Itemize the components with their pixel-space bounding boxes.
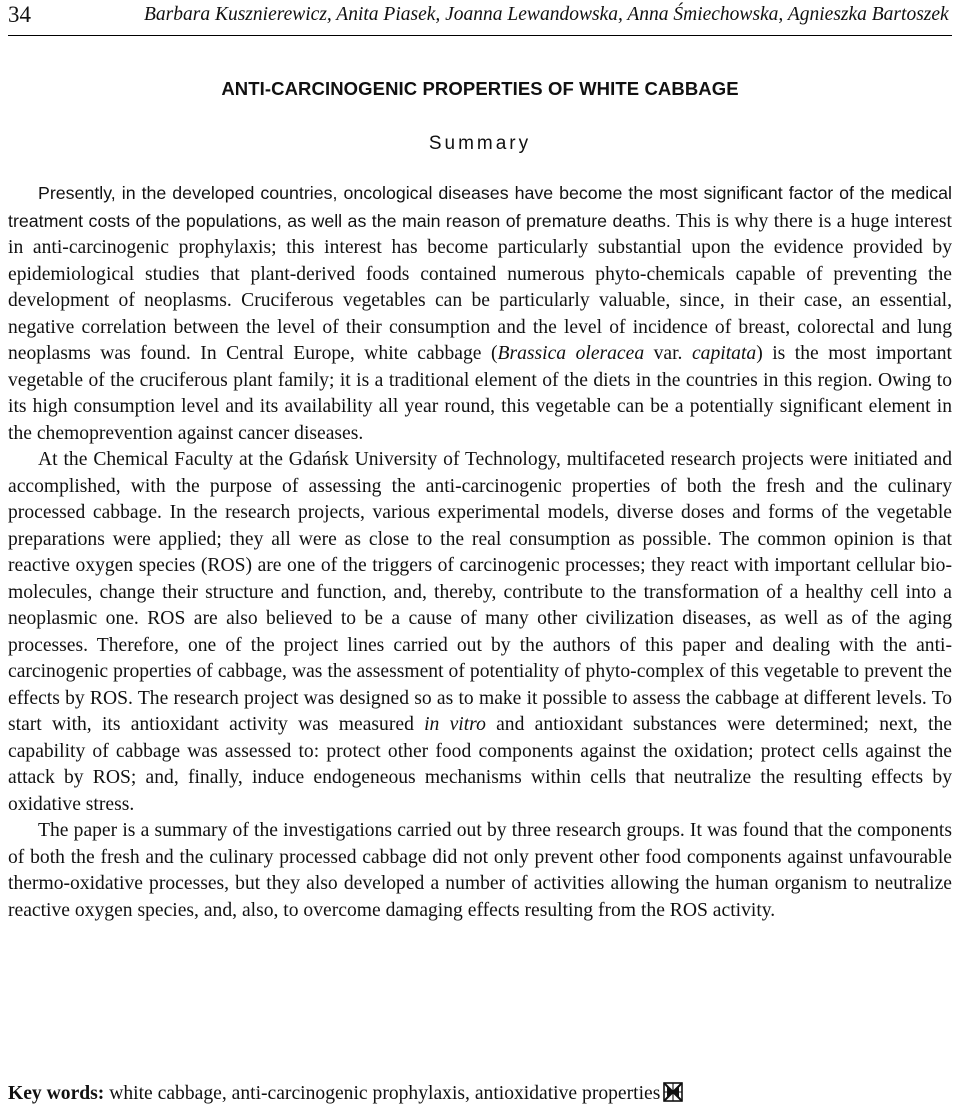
summary-heading: Summary bbox=[428, 133, 532, 154]
keywords-line bbox=[8, 1082, 683, 1105]
paragraph-1-part-d: var. bbox=[644, 343, 692, 364]
running-header bbox=[8, 0, 952, 36]
summary-paragraph-3: The paper is a summary of the investigations carried out by three research groups. It was found that the components of both the fresh and the culinary processed cabbage did not only prevent other food components against unfavourable thermo-oxidative processes, but they also developed a number of activities allowing the human organism to neutralize reactive oxygen species, and, also, to overcome damaging effects resulting from the ROS activity. bbox=[8, 820, 952, 921]
keywords-label: Key words: bbox=[8, 1083, 105, 1104]
paragraph-1-part-b: This is why there is a huge interest in anti-carcinogenic prophylaxis; this interest has become particularly substantial upon the evidence provided by epidemiological studies that plant-derived foods contained numerous phyto-chemicals capable of preventing the development of neoplasms. bbox=[8, 210, 952, 311]
summary-paragraph-1 bbox=[8, 180, 952, 447]
species-name: Brassica oleracea bbox=[497, 343, 645, 364]
article-title: ANTI-CARCINOGENIC PROPERTIES OF WHITE CABBAGE bbox=[221, 78, 739, 99]
paragraph-2-part-a: At the Chemical Faculty at the Gdańsk University of Technology, multifaceted research projects were initiated and accomplished, with the purpose of assessing the anti-carcinogenic properties of both the fresh and the culinary processed cabbage. In the research projects, various experimental models, diverse doses and forms of the vegetable preparations were applied; they all were as close to the real consumption as possible. The common opinion is that reactive oxygen species (ROS) are one of the triggers of carcinogenic processes; they react with important cellular bio-molecules, change their structure and function, and, thereby, contribute to the transformation of a healthy cell into a neoplasmic one. ROS are also believed to be a cause of many other civilization diseases, as well as of the aging processes. Therefore, one of the project lines carried out by the authors of this paper and dealing with the anti-carcinogenic properties of cabbage, was the assessment of potentiality of phyto-complex of this vegetable to prevent the effects by ROS. The research project was designed so as to make it possible to assess the cabbage at different levels. To start with, its antioxidant activity was measured bbox=[8, 449, 952, 735]
paragraph-2-part-b: and antioxidant substances were determined; next, the capability of cabbage was assessed to: protect other food components against the oxidation; protect cells against the attack by ROS; and, finally, induce endogeneous mechanisms within cells that neutralize the resulting effects by oxidative stress. bbox=[8, 714, 952, 815]
paragraph-1-opening: Presently, in the developed countries, oncological diseases have become the most significant factor of the medical treatment costs of the populations, as well as the main reason of premature deaths. bbox=[8, 183, 952, 231]
summary-paragraph-2 bbox=[8, 447, 952, 818]
paragraph-1-part-c: Cruciferous vegetables can be particularly valuable, since, in their case, an essential, negative correlation between the level of their consumption and the level of incidence of breast, colorectal and lung neoplasms was found. In Central Europe, white cabbage ( bbox=[8, 290, 952, 364]
paragraph-1-part-e: ) is the most important vegetable of the cruciferous plant family; it is a traditional element of the diets in the countries in this region. Owing to its high consumption level and its availability all year round, this vegetable can be a potentially significant element in the chemoprevention against cancer diseases. bbox=[8, 343, 952, 444]
end-of-article-mark-icon bbox=[663, 1082, 683, 1102]
summary-body bbox=[8, 180, 952, 924]
page-number: 34 bbox=[8, 2, 31, 27]
running-head-authors: Barbara Kusznierewicz, Anita Piasek, Joanna Lewandowska, Anna Śmiechowska, Agnieszka Bartoszek bbox=[144, 4, 949, 25]
keywords-text: white cabbage, anti-carcinogenic prophylaxis, antioxidative properties bbox=[104, 1083, 661, 1104]
in-vitro-term: in vitro bbox=[424, 714, 486, 735]
variety-name: capitata bbox=[691, 343, 757, 364]
